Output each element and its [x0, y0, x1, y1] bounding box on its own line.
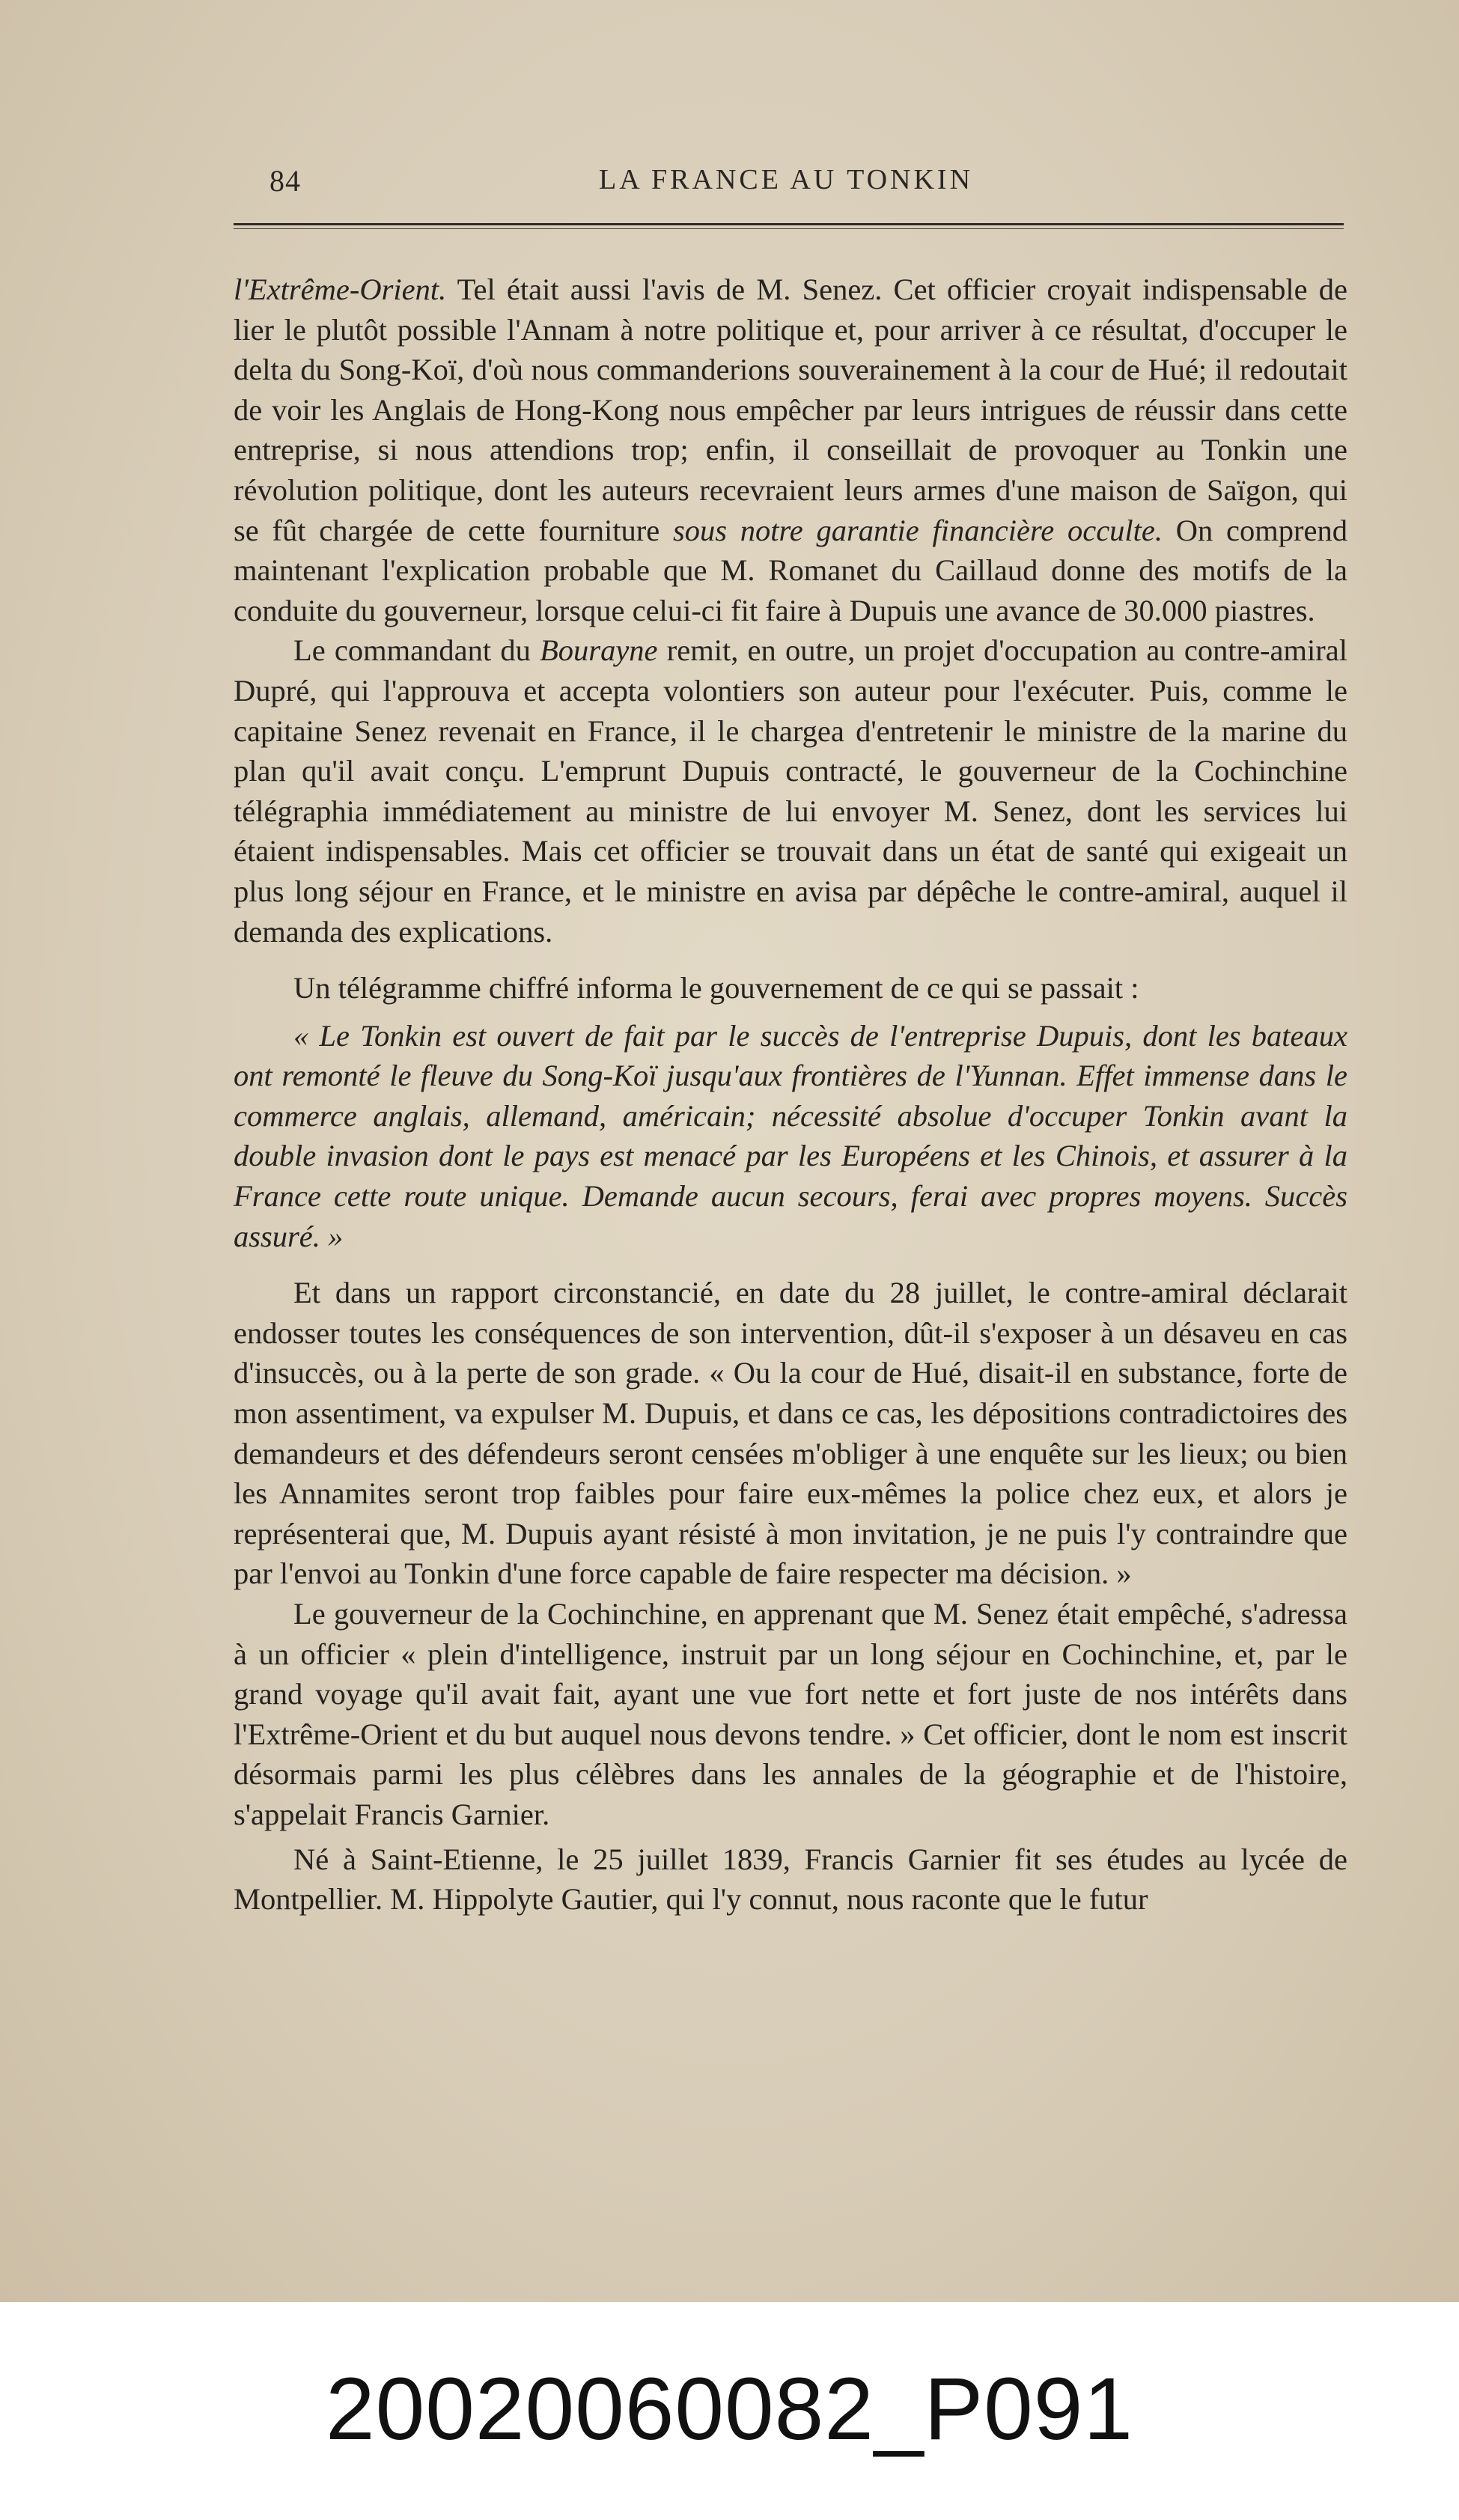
paragraph-1	[234, 270, 1347, 630]
running-title: LA FRANCE AU TONKIN	[598, 164, 974, 195]
paragraph-2-run-0: Le commandant du	[293, 633, 540, 668]
paragraph-7: Né à Saint-Etienne, le 25 juillet 1839, Francis Garnier fit ses études au lycée de Montpellier. M. Hippolyte Gautier, qui l'y connut, nous raconte que le futur	[234, 1842, 1347, 1917]
paragraph-1-run-0: l'Extrême-Orient.	[234, 273, 447, 306]
header-rule	[234, 223, 1344, 225]
telegram-quote: « Le Tonkin est ouvert de fait par le succès de l'entreprise Dupuis, dont les bateaux ont remonté le fleuve du Song-Koï jusqu'aux frontières de l'Yunnan. Effet immense dans le commerce anglais, allemand, américain; nécessité absolue d'occuper Tonkin avant la double invasion dont le pays est menacé par les Européens et les Chinois, et assurer à la France cette route unique. Demande aucun secours, ferai avec propres moyens. Succès assuré. »	[234, 1018, 1347, 1253]
header-rule-thin	[234, 228, 1344, 229]
paragraph-5: Et dans un rapport circonstancié, en date du 28 juillet, le contre-amiral déclarait endosser toutes les conséquences de son intervention, dût-il s'exposer à un désaveu en cas d'insuccès, ou à la perte de son grade. « Ou la cour de Hué, disait-il en substance, forte de mon assentiment, va expulser M. Dupuis, et dans ce cas, les dépositions contradictoires des demandeurs et des défendeurs seront censées m'obliger à une enquête sur les lieux; ou bien les Annamites seront trop faibles pour faire eux-mêmes la police chez eux, et alors je représenterai que, M. Dupuis ayant résisté à mon invitation, je ne puis l'y contraindre que par l'envoi au Tonkin d'une force capable de faire respecter ma décision. »	[234, 1276, 1347, 1591]
page-number: 84	[269, 164, 301, 198]
paragraph-3: Un télégramme chiffré informa le gouvernement de ce qui se passait :	[293, 971, 1139, 1005]
page-header	[225, 163, 1347, 216]
paragraph-2-run-2: remit, en outre, un projet d'occupation au contre-amiral Dupré, qui l'approuva et accepta volontiers son auteur pour l'exécuter. Puis, comme le capitaine Senez revenait en France, il le chargea d'entretenir le ministre de la marine du plan qu'il avait conçu. L'emprunt Dupuis contracté, le gouverneur de la Cochinchine télégraphia immédiatement au ministre de lui envoyer M. Senez, dont les services lui étaient indispensables. Mais cet officier se trouvait dans un état de santé qui exigeait un plus long séjour en France, et le ministre en avisa par dépêche le contre-amiral, auquel il demanda des explications.	[234, 633, 1347, 949]
paragraph-6: Le gouverneur de la Cochinchine, en apprenant que M. Senez était empêché, s'adressa à un officier « plein d'intelligence, instruit par un long séjour en Cochinchine, et, par le grand voyage qu'il avait fait, ayant une vue fort nette et fort juste de nos intérêts dans l'Extrême-Orient et du but auquel nous devons tendre. » Cet officier, dont le nom est inscrit désormais parmi les plus célèbres dans les annales de la géographie et de l'histoire, s'appelait Francis Garnier.	[234, 1597, 1347, 1831]
image-caption: 20020060082_P091	[325, 2360, 1134, 2459]
text-body	[234, 270, 1347, 1920]
paragraph-1-run-1: Tel était aussi l'avis de M. Senez. Cet officier croyait indispensable de lier le plutôt possible l'Annam à notre politique et, pour arriver à ce résultat, d'occuper le delta du Song-Koï, d'où nous commanderions souverainement à la cour de Hué; il redoutait de voir les Anglais de Hong-Kong nous empêcher par leurs intrigues de réussir dans cette entreprise, si nous attendions trop; enfin, il conseillait de provoquer au Tonkin une révolution politique, dont les auteurs recevraient leurs armes d'une maison de Saïgon, qui se fût chargée de cette fourniture	[234, 273, 1347, 547]
paragraph-1-run-3: On comprend maintenant l'explication probable que M. Romanet du Caillaud donne des motifs de la conduite du gouverneur, lorsque celui-ci fit faire à Dupuis une avance de 30.000 piastres.	[234, 513, 1347, 627]
paragraph-1-run-2: sous notre garantie financière occulte.	[673, 513, 1163, 547]
paragraph-2-run-1: Bourayne	[540, 633, 658, 668]
paragraph-2	[234, 630, 1347, 952]
